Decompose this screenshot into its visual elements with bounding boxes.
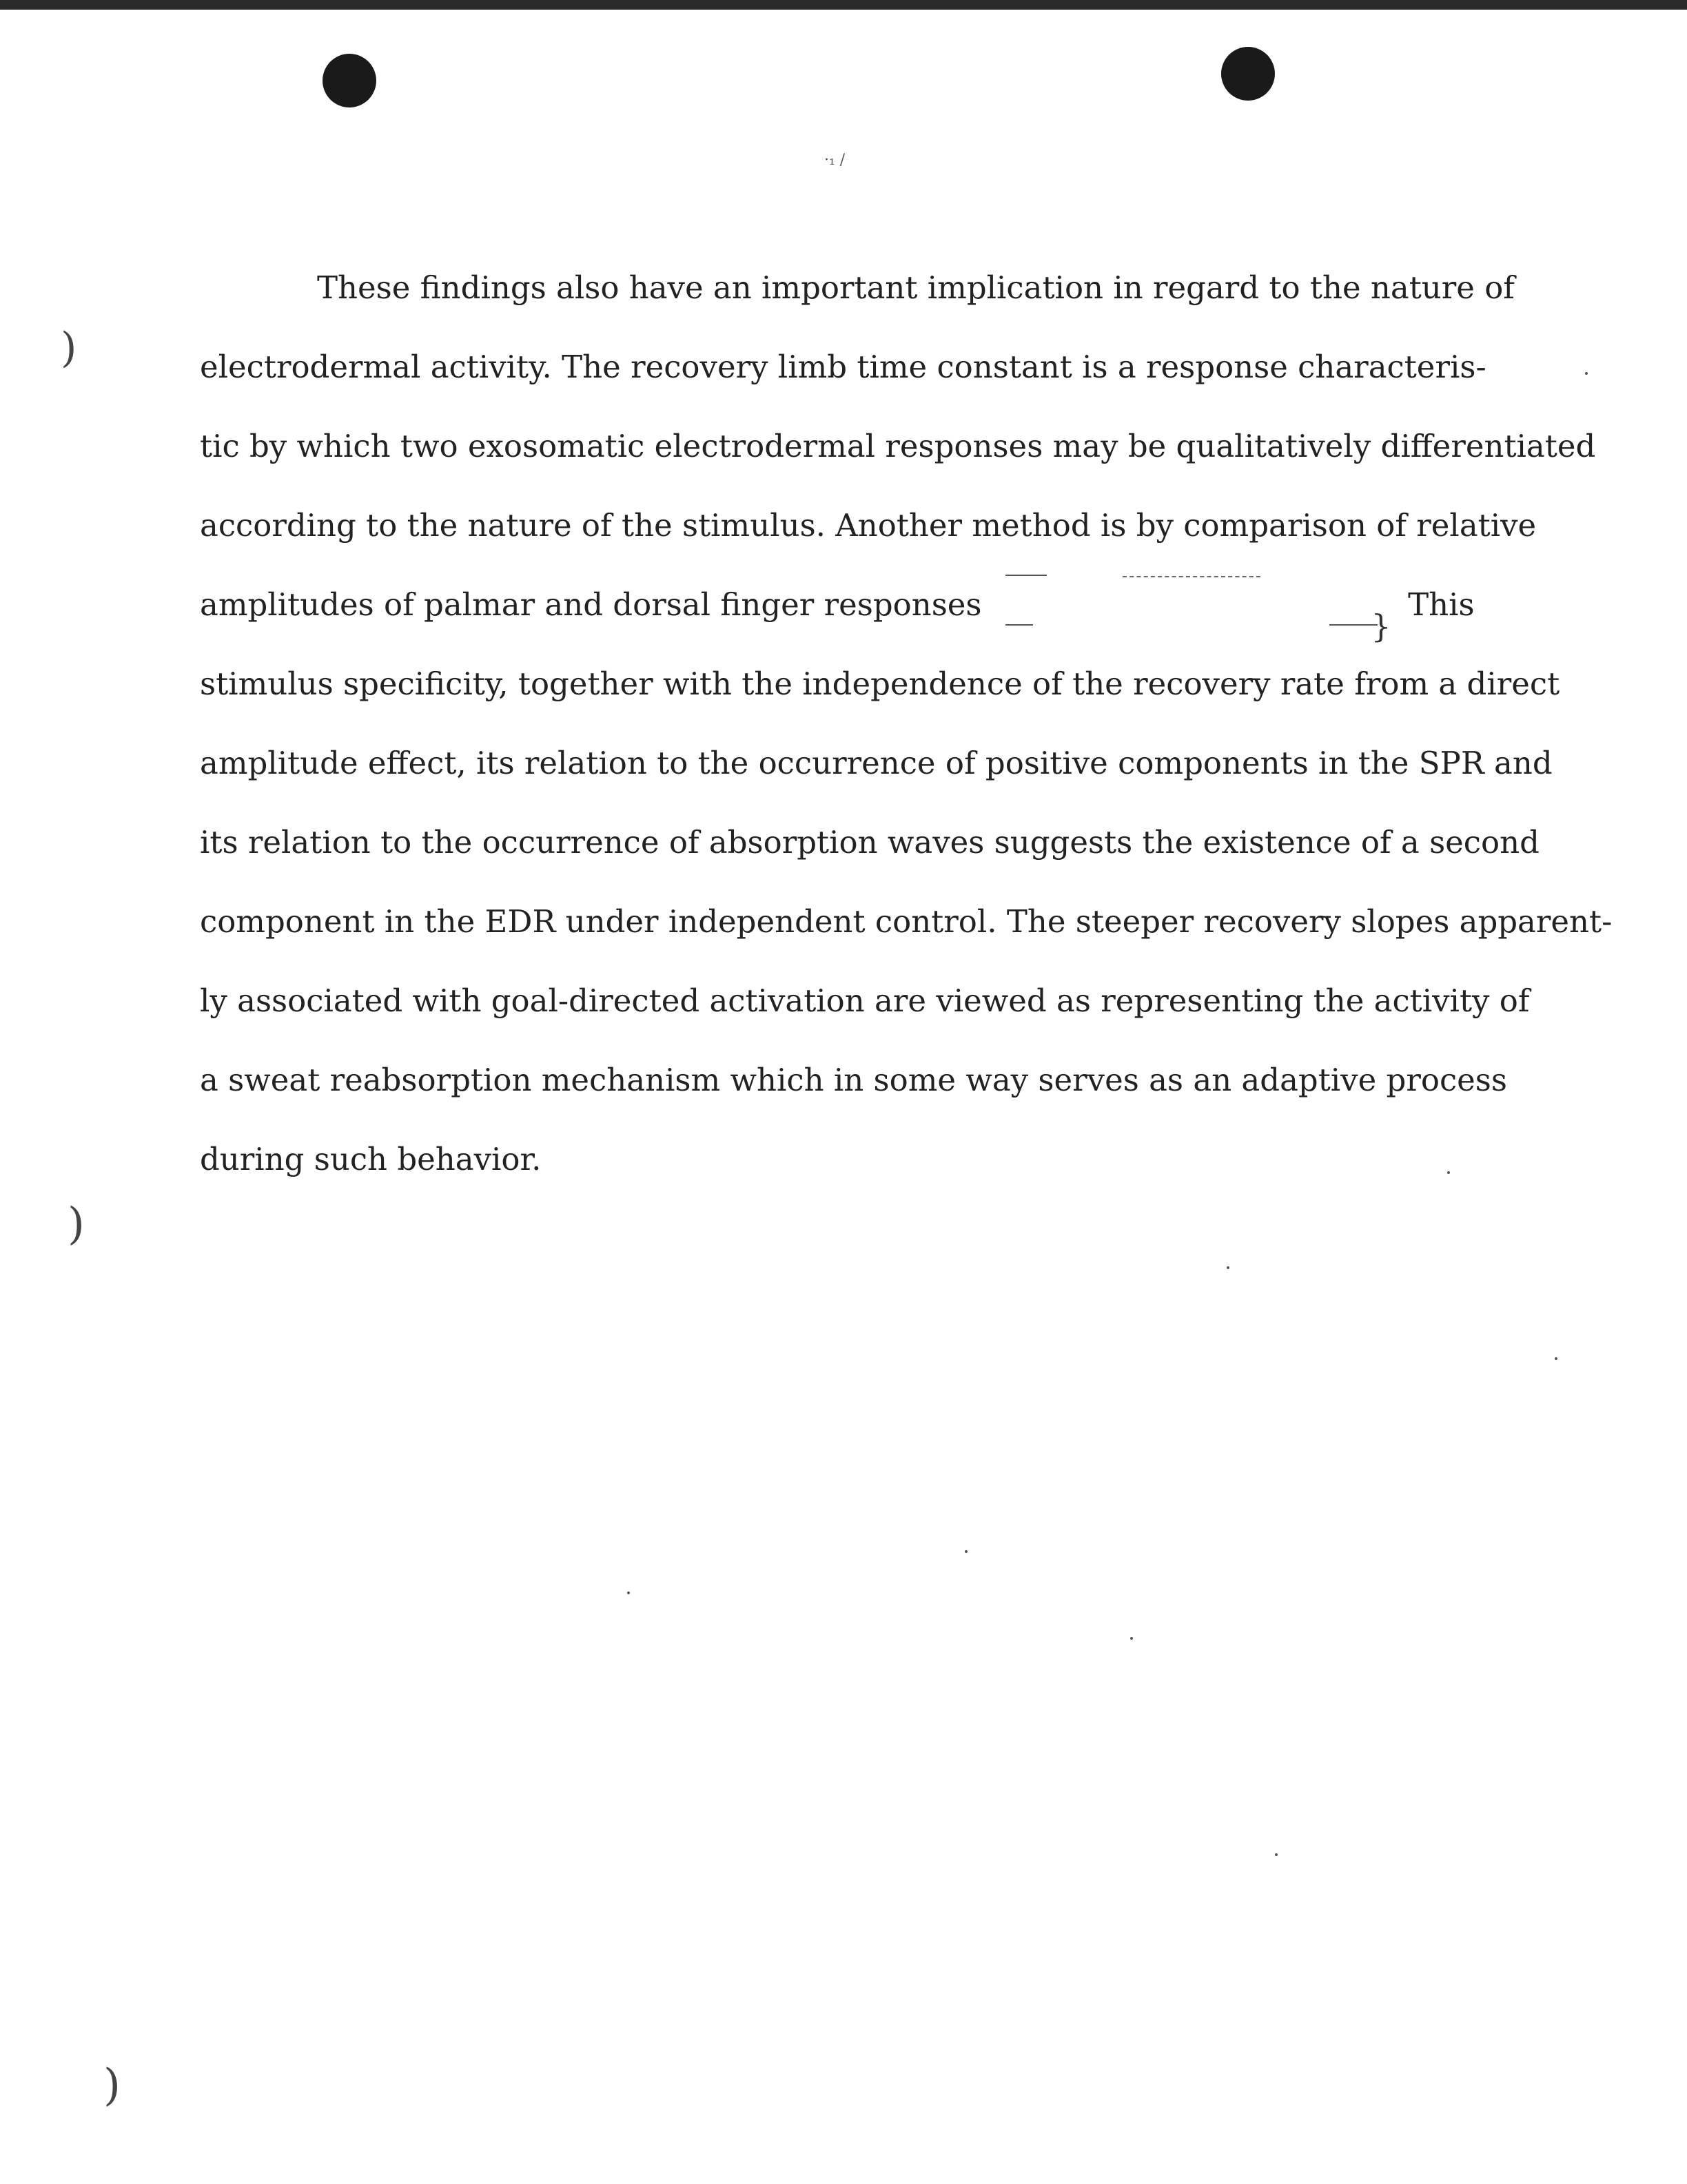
scan-speck: [1447, 1171, 1450, 1174]
paragraph-line: its relation to the occurrence of absorption waves suggests the existence of a second: [200, 824, 1540, 861]
scan-speck: [965, 1550, 968, 1553]
paragraph-line: component in the EDR under independent control. The steeper recovery slopes apparent-: [200, 903, 1613, 940]
margin-mark: ): [61, 324, 77, 372]
scan-speck: [1585, 372, 1588, 375]
paragraph-line: amplitude effect, its relation to the occurrence of positive components in the SPR and: [200, 745, 1553, 781]
page-number: ·₁ /: [824, 152, 846, 169]
paragraph-word: This: [1408, 586, 1475, 623]
paragraph-line: ly associated with goal-directed activation are viewed as representing the activity of: [200, 982, 1530, 1019]
paragraph-line: These findings also have an important implication in regard to the nature of: [317, 269, 1515, 306]
scan-speck: [1130, 1637, 1133, 1640]
paragraph-line-with-gap: [200, 565, 1585, 644]
margin-mark: ): [68, 1199, 85, 1250]
margin-mark: ): [103, 2060, 121, 2111]
paragraph-line: during such behavior.: [200, 1141, 542, 1177]
scan-speck: [1227, 1266, 1229, 1269]
scan-top-edge: [0, 0, 1687, 10]
scan-speck: [1555, 1357, 1557, 1360]
punch-hole-right: [1221, 47, 1275, 101]
punch-hole-left: [323, 54, 376, 107]
brace-mark: }: [1371, 607, 1391, 645]
scan-speck: [627, 1591, 630, 1594]
paragraph-line: amplitudes of palmar and dorsal finger responses: [200, 586, 982, 623]
scan-speck: [1275, 1853, 1278, 1856]
paragraph-line: a sweat reabsorption mechanism which in some way serves as an adaptive process: [200, 1062, 1507, 1098]
redacted-gap: [992, 594, 1398, 645]
paragraph-line: electrodermal activity. The recovery limb time constant is a response characteris-: [200, 349, 1486, 385]
paragraph-line: tic by which two exosomatic electrodermal responses may be qualitatively differentiated: [200, 428, 1596, 464]
body-paragraph: [200, 248, 1613, 1199]
paragraph-line: stimulus specificity, together with the independence of the recovery rate from a direct: [200, 666, 1560, 702]
paragraph-line: according to the nature of the stimulus. Another method is by comparison of relative: [200, 507, 1537, 544]
